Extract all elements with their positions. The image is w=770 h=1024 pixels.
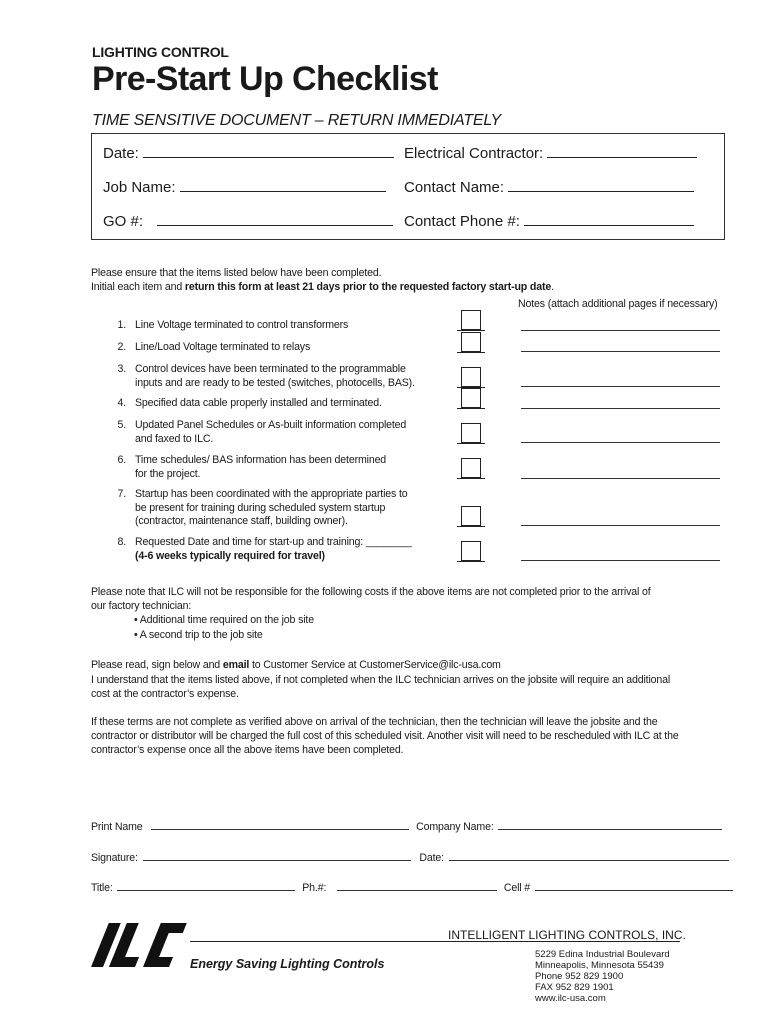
company-name-label: Company Name: [416, 821, 494, 833]
company-name-line[interactable] [498, 818, 722, 830]
print-name-label: Print Name [91, 821, 143, 833]
initial-checkbox-5[interactable] [461, 423, 481, 443]
terms-line-1: If these terms are not complete as verified above on arrival of the technician, then the technician will leave the jobsite and the [91, 716, 658, 728]
company-name: INTELLIGENT LIGHTING CONTROLS, INC. [448, 928, 686, 942]
job-name-label: Job Name: [103, 179, 176, 196]
address-line-2: Minneapolis, Minnesota 55439 [535, 960, 664, 971]
title-label: Title: [91, 882, 113, 894]
notes-line-1[interactable] [521, 330, 720, 331]
notes-line-6[interactable] [521, 478, 720, 479]
phone-number: Phone 952 829 1900 [535, 971, 624, 982]
contact-name-field[interactable] [404, 177, 694, 196]
print-name-row [91, 818, 726, 833]
notes-line-7[interactable] [521, 525, 720, 526]
contact-phone-field[interactable] [404, 211, 694, 230]
project-info-box [91, 133, 725, 240]
document-subtitle: TIME SENSITIVE DOCUMENT – RETURN IMMEDIATELY [92, 112, 502, 129]
costs-bullet-2: • A second trip to the job site [134, 629, 263, 641]
website-link[interactable]: www.ilc-usa.com [535, 993, 606, 1004]
intro-line-1: Please ensure that the items listed below have been completed. [91, 267, 382, 279]
contact-name-label: Contact Name: [404, 179, 505, 196]
costs-line-2: our factory technician: [91, 600, 192, 612]
initial-checkbox-7[interactable] [461, 506, 481, 526]
date-label: Date: [103, 145, 139, 162]
notes-line-5[interactable] [521, 442, 720, 443]
understand-line-1: I understand that the items listed above, if not completed when the ILC technician arrives on the jobsite will require an additional [91, 674, 671, 686]
intro-line-2: Initial each item and return this form at least 21 days prior to the requested factory start-up date. [91, 281, 554, 293]
terms-line-3: contractor’s expense once all the above items have been completed. [91, 744, 404, 756]
signature-row [91, 849, 733, 864]
go-number-label: GO #: [103, 213, 144, 230]
address-line-1: 5229 Edina Industrial Boulevard [535, 949, 670, 960]
notes-header: Notes (attach additional pages if necessary) [518, 298, 718, 310]
initial-checkbox-8[interactable] [461, 541, 481, 561]
costs-bullet-1: • Additional time required on the job site [134, 614, 314, 626]
date-sign-line[interactable] [449, 849, 729, 861]
initial-checkbox-3[interactable] [461, 367, 481, 387]
ilc-logo [90, 920, 190, 970]
title-line[interactable] [117, 879, 295, 891]
notes-line-8[interactable] [521, 560, 720, 561]
initial-checkbox-1[interactable] [461, 310, 481, 330]
tagline: Energy Saving Lighting Controls [190, 957, 385, 971]
phone-line[interactable] [337, 879, 497, 891]
understand-line-2: cost at the contractor’s expense. [91, 688, 239, 700]
print-name-line[interactable] [151, 818, 409, 830]
initial-checkbox-6[interactable] [461, 458, 481, 478]
document-title: Pre-Start Up Checklist [92, 60, 438, 98]
date-sign-label: Date: [419, 852, 444, 864]
signature-line[interactable] [143, 849, 411, 861]
initial-checkbox-2[interactable] [461, 332, 481, 352]
notes-line-2[interactable] [521, 351, 720, 352]
cell-line[interactable] [535, 879, 733, 891]
phone-label: Ph.#: [302, 882, 327, 894]
document-eyebrow: LIGHTING CONTROL [92, 44, 229, 60]
initial-checkbox-4[interactable] [461, 388, 481, 408]
notes-line-4[interactable] [521, 408, 720, 409]
cell-label: Cell # [503, 882, 531, 894]
company-address [535, 949, 670, 1004]
job-name-field[interactable] [103, 177, 386, 196]
email-instructions: Please read, sign below and email to Customer Service at CustomerService@ilc-usa.com [91, 659, 501, 671]
go-number-field[interactable] [103, 211, 393, 230]
title-row [91, 879, 737, 894]
fax-number: FAX 952 829 1901 [535, 982, 614, 993]
signature-label: Signature: [91, 852, 138, 864]
date-field[interactable] [103, 143, 394, 162]
costs-line-1: Please note that ILC will not be responsible for the following costs if the above items are not completed prior to the arrival of [91, 586, 651, 598]
notes-line-3[interactable] [521, 386, 720, 387]
electrical-contractor-label: Electrical Contractor: [404, 145, 544, 162]
contact-phone-label: Contact Phone #: [404, 213, 520, 230]
electrical-contractor-field[interactable] [404, 143, 697, 162]
terms-line-2: contractor or distributor will be charged the full cost of this scheduled visit. Another visit will need to be rescheduled with ILC at the [91, 730, 679, 742]
